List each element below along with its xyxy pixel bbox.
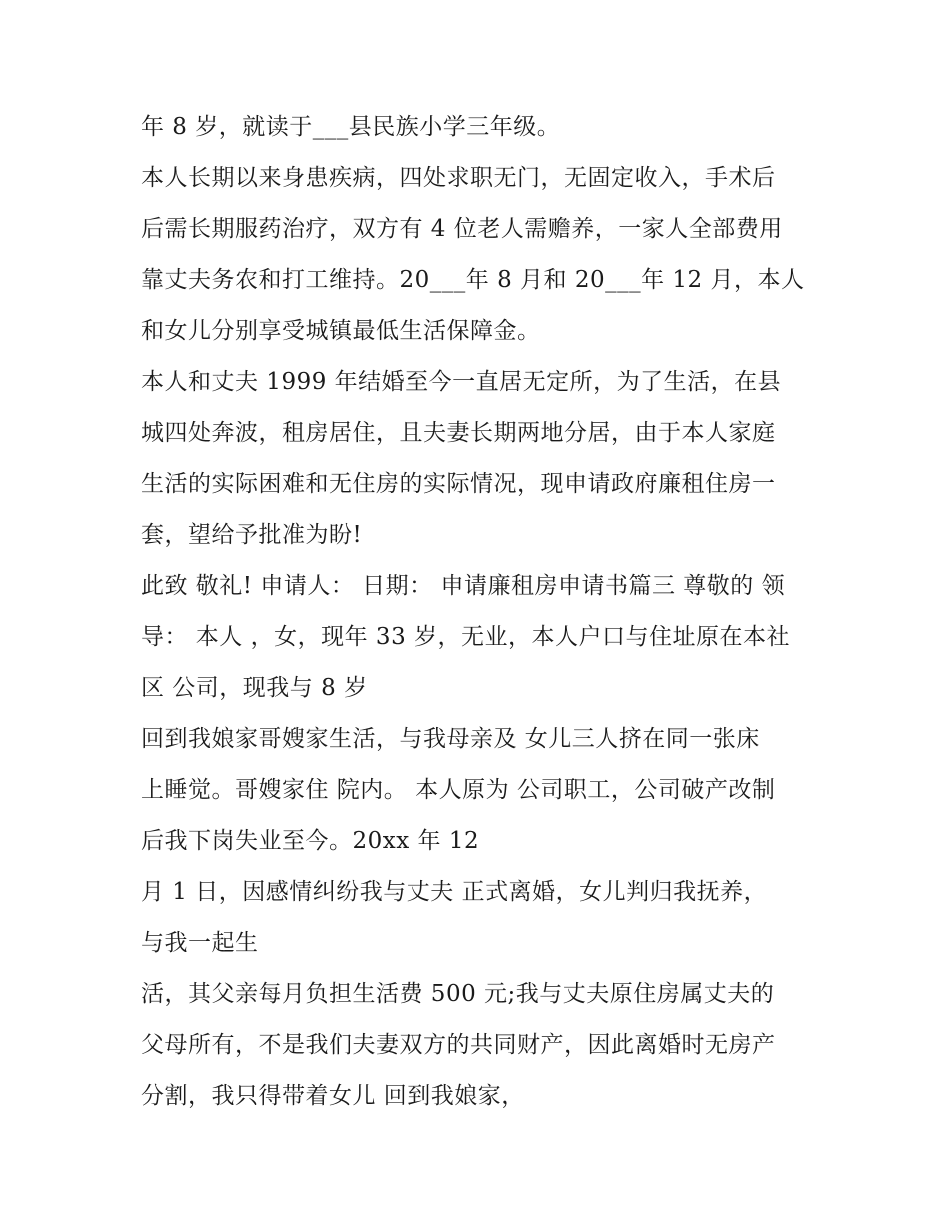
text-line: 月 1 日，因感情纠纷我与丈夫 正式离婚，女儿判归我抚养， [141,879,768,905]
text-line: 靠丈夫务农和打工维持。20___年 8 月和 20___年 12 月，本人 [141,267,805,293]
text-line: 年 8 岁，就读于___县民族小学三年级。 [141,114,561,140]
text-line: 城四处奔波，租房居住，且夫妻长期两地分居，由于本人家庭 [141,420,776,446]
text-line: 与我一起生 [141,930,259,956]
text-line: 区 公司，现我与 8 岁 [141,675,368,701]
text-line: 本人和丈夫 1999 年结婚至今一直居无定所，为了生活，在县 [141,369,782,395]
text-line: 后我下岗失业至今。20xx 年 12 [141,828,480,854]
text-line: 上睡觉。哥嫂家住 院内。 本人原为 公司职工，公司破产改制 [141,777,776,803]
text-line: 回到我娘家哥嫂家生活，与我母亲及 女儿三人挤在同一张床 [141,726,760,752]
text-line: 套，望给予批准为盼! [141,522,363,548]
text-line: 此致 敬礼! 申请人： 日期： 申请廉租房申请书篇三 尊敬的 领 [141,573,786,599]
text-line: 父母所有，不是我们夫妻双方的共同财产，因此离婚时无房产 [141,1032,776,1058]
text-line: 活，其父亲每月负担生活费 500 元;我与丈夫原住房属丈夫的 [141,981,775,1007]
text-line: 后需长期服药治疗，双方有 4 位老人需赡养，一家人全部费用 [141,216,783,242]
text-line: 分割，我只得带着女儿 回到我娘家， [141,1083,525,1109]
text-line: 本人长期以来身患疾病，四处求职无门，无固定收入，手术后 [141,165,776,191]
text-line: 和女儿分别享受城镇最低生活保障金。 [141,318,541,344]
text-line: 生活的实际困难和无住房的实际情况，现申请政府廉租住房一 [141,471,776,497]
text-line: 导： 本人 ，女，现年 33 岁，无业，本人户口与住址原在本社 [141,624,791,650]
